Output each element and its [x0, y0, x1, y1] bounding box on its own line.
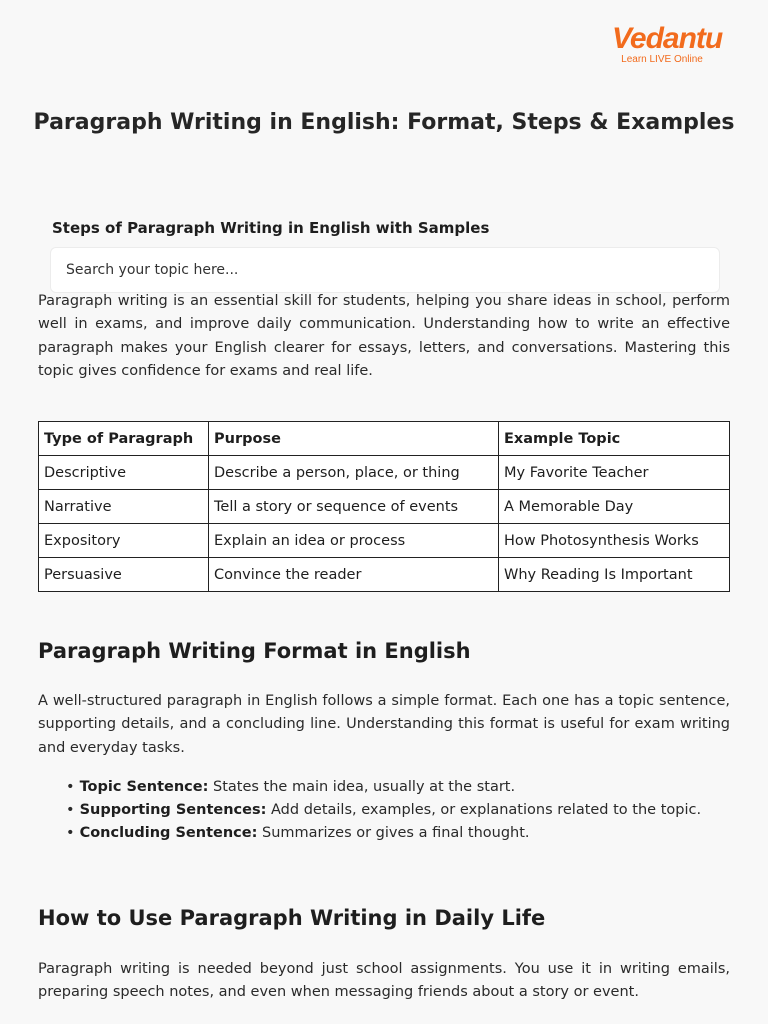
table-cell: Descriptive	[39, 456, 209, 490]
logo-wordmark: Vedantu	[612, 22, 723, 55]
format-heading: Paragraph Writing Format in English	[38, 639, 471, 663]
daily-life-paragraph: Paragraph writing is needed beyond just school assignments. You use it in writing emails, preparing speech notes, and even when messaging friends about a story or event.	[38, 961, 730, 1001]
point-term: Topic Sentence:	[79, 779, 209, 795]
table-cell: Explain an idea or process	[209, 524, 499, 558]
list-item	[66, 776, 701, 799]
table-row	[39, 490, 730, 524]
point-desc: Summarizes or gives a final thought.	[257, 825, 530, 841]
table-cell: Expository	[39, 524, 209, 558]
table-cell: Tell a story or sequence of events	[209, 490, 499, 524]
daily-life-heading: How to Use Paragraph Writing in Daily Life	[38, 906, 546, 930]
table-cell: How Photosynthesis Works	[499, 524, 730, 558]
table-cell: My Favorite Teacher	[499, 456, 730, 490]
point-desc: States the main idea, usually at the start.	[208, 779, 516, 795]
steps-heading: Steps of Paragraph Writing in English with Samples	[52, 219, 490, 237]
format-paragraph: A well-structured paragraph in English follows a simple format. Each one has a topic sentence, supporting details, and a concluding line. Understanding this format is useful for exam writing and everyday tasks.	[38, 693, 730, 756]
page-title: Paragraph Writing in English: Format, Steps & Examples	[33, 110, 735, 135]
table-row	[39, 558, 730, 592]
table-cell: Describe a person, place, or thing	[209, 456, 499, 490]
list-item	[66, 799, 701, 822]
table-cell: Why Reading Is Important	[499, 558, 730, 592]
table-header-cell: Type of Paragraph	[39, 422, 209, 456]
table-header-cell: Example Topic	[499, 422, 730, 456]
table-cell: Narrative	[39, 490, 209, 524]
list-item	[66, 822, 701, 845]
table-cell: Persuasive	[39, 558, 209, 592]
paragraph-types-table	[38, 421, 730, 592]
point-term: Supporting Sentences:	[79, 802, 267, 818]
vedantu-logo[interactable]	[612, 22, 723, 72]
search-input[interactable]: Search your topic here...	[50, 247, 720, 293]
table-header-cell: Purpose	[209, 422, 499, 456]
table-row	[39, 456, 730, 490]
table-cell: A Memorable Day	[499, 490, 730, 524]
intro-paragraph: Paragraph writing is an essential skill for students, helping you share ideas in school, perform well in exams, and improve daily communication. Understanding how to write an effective paragraph makes your English clearer for essays, letters, and conversations. Mastering this topic gives confidence for exams and real life.	[38, 293, 730, 379]
format-points-list	[66, 776, 701, 845]
point-desc: Add details, examples, or explanations related to the topic.	[266, 802, 702, 818]
logo-tagline: Learn LIVE Online	[621, 54, 703, 65]
table-row	[39, 524, 730, 558]
point-term: Concluding Sentence:	[79, 825, 258, 841]
table-cell: Convince the reader	[209, 558, 499, 592]
table-header-row	[39, 422, 730, 456]
